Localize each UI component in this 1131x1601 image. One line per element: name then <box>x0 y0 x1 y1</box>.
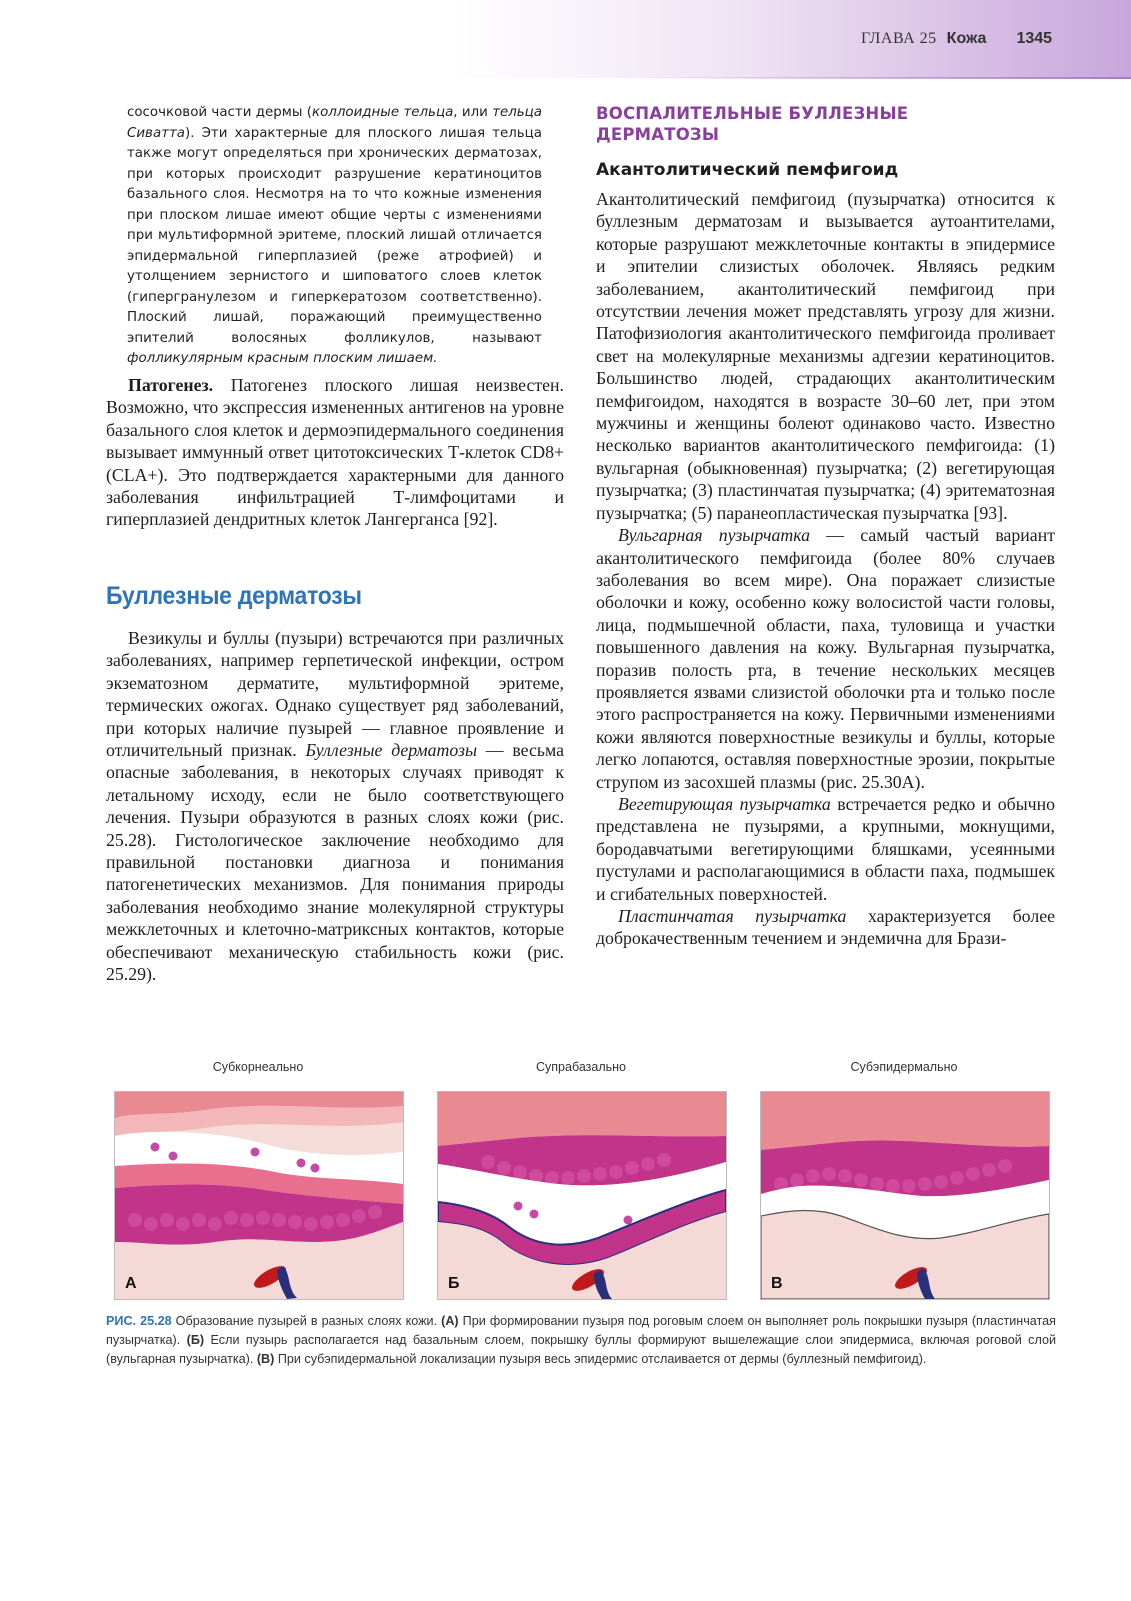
text-run: ). Эти характерные для плоского лишая тельца также могут определяться при хронических дерматозах, при которых происходит разрушение кератиноцитов базального слоя. Несмотря на то что кожные изменения при плоском лишае имеют общие черты с изменениями при мультиформной эритеме, плоский лишай отличается эпидермальной гиперплазией (реже атрофией) и утолщением зернистого и шиповатого слоев клеток (гипергранулезом и гиперкератозом соответственно). Плоский лишай, поражающий преимущественно эпителий волосяных фолликулов, называют <box>127 125 542 346</box>
subcorneal-illustration <box>115 1092 403 1299</box>
text-run: Если пузырь располагается над базальным слоем, покрышку буллы формируют вышележащие слои эпидермиса, включая роговой слой (вульгарная пузырчатка). <box>106 1333 1056 1366</box>
acantholytic-subheading: Акантолитический пемфигоид <box>596 160 899 180</box>
text-run: , или <box>453 105 493 120</box>
text-run: При формировании пузыря под роговым слоем он выполняет роль покрышки пузыря (пластинчатая пузырчатка). <box>106 1314 1056 1347</box>
page-number: 1345 <box>1016 30 1053 47</box>
suprabasal-illustration <box>438 1092 726 1299</box>
paragraph: Акантолитический пемфигоид (пузырчатка) относится к буллезным дерматозам и вызывается аутоантителами, которые разрушают межклеточные контакты в эпидермисе и эпителии слизистых оболочек. Являясь редким заболеванием, акантолитический пемфигоид при отсутствии лечения может представлять угрозу для жизни. Патофизиология акантолитического пемфигоида проливает свет на молекулярные механизмы адгезии кератиноцитов. Большинство людей, страдающих акантолитическим пемфигоидом, находятся в возрасте 30–60 лет, при этом мужчины и женщины болеют одинаково часто. Известно несколько вариантов акантолитического пемфигоида: (1) вульгарная (обыкновенная) пузырчатка; (2) вегетирующая пузырчатка; (3) пластинчатая пузырчатка; (4) эритематозная пузырчатка; (5) паранеопластическая пузырчатка [93]. <box>596 189 1055 523</box>
subepidermal-illustration <box>761 1092 1049 1299</box>
paragraph <box>596 524 1055 793</box>
italic-term: Пластинчатая пузырчатка <box>618 906 847 926</box>
chapter-label: ГЛАВА 25 <box>861 30 937 47</box>
italic-term: Вульгарная пузырчатка <box>618 525 810 546</box>
right-column-text <box>596 188 1055 950</box>
pathogenesis-paragraph <box>106 374 564 531</box>
text-run: — весьма опасные заболевания, в некоторых случаях приводят к летальному исходу, если не было соответствующего лечения. Пузыри образуются в разных слоях кожи (рис. 25.28). Гистологическое заключение необходимо для правильной постановки диагноза и понимания патогенетических механизмов. Для понимания природы заболевания необходимо знание молекулярной структуры межклеточных и клеточно-матриксных контактов, которые обеспечивают механическую стабильность кожи (рис. 25.29). <box>106 740 564 985</box>
figure-25-28 <box>114 1060 1060 1300</box>
text-run: — самый частый вариант акантолитического пемфигоида (более 80% случаев заболевания во всем мире). Она поражает слизистые оболочки и кожу, особенно кожу волосистой части головы, лица, подмышечной области, паха, туловища и участки повышенного давления на кожу. Вульгарная пузырчатка, поразив полость рта, в течение нескольких месяцев проявляется язвами слизистой оболочки рта и только после этого распространяется на кожу. Первичными изменениями кожи являются поверхностные везикулы и буллы, которые легко лопаются, оставляя поверхностные эрозии, покрытые струпом из засохшей плазмы (рис. 25.30А). <box>596 525 1055 792</box>
panel-title-subcorneal: Субкорнеально <box>212 1060 304 1074</box>
italic-term: коллоидные тельца <box>312 105 454 120</box>
figure-label: РИС. 25.28 <box>106 1314 172 1328</box>
caption-marker: (В) <box>256 1352 275 1366</box>
bullous-heading: Буллезные дерматозы <box>106 582 362 610</box>
panel-subcorneal <box>114 1091 404 1300</box>
text-run: встречается редко и обычно представлена не пузырями, а крупными, мокнущими, бородавчатыми вегетирующими бляшками, усеянными пустулами и располагающимися в области паха, подмышек и сгибательных поверхностей. <box>596 793 1055 904</box>
italic-term: тельца Сиватта <box>127 105 542 141</box>
figure-caption <box>106 1312 1056 1369</box>
bullous-paragraph <box>106 627 564 986</box>
caption-marker: (А) <box>441 1314 459 1328</box>
panel-letter-b: Б <box>448 1275 460 1292</box>
running-head <box>861 30 1052 54</box>
panel-subepidermal <box>760 1091 1050 1300</box>
pathogenesis-text: Патогенез плоского лишая неизвестен. Возможно, что экспрессия измененных антигенов на уровне базального слоя клеток и дермоэпидермального соединения вызывает иммунный ответ цитотоксических Т-клеток CD8+ (CLA+). Это подтверждается характерными для данного заболевания инфильтрацией Т-лимфоцитами и гиперплазией дендритных клеток Лангерганса [92]. <box>106 375 564 530</box>
header-rule <box>640 77 1131 79</box>
italic-term: Буллезные дерматозы <box>305 740 478 761</box>
text-run: сосочковой части дермы ( <box>127 105 312 120</box>
inflammatory-heading: ВОСПАЛИТЕЛЬНЫЕ БУЛЛЕЗНЫЕ ДЕРМАТОЗЫ <box>596 104 909 144</box>
panel-suprabasal <box>437 1091 727 1300</box>
paragraph <box>596 793 1055 905</box>
lichen-planus-continuation <box>127 103 542 370</box>
section-label: Кожа <box>946 30 987 47</box>
italic-term: Вегетирующая пузырчатка <box>618 793 831 814</box>
panel-title-subepidermal: Субэпидермально <box>850 1060 958 1074</box>
italic-term: фолликулярным красным плоским лишаем. <box>127 351 438 366</box>
panel-title-suprabasal: Супрабазально <box>536 1060 626 1074</box>
caption-marker: (Б) <box>186 1333 205 1347</box>
paragraph <box>596 905 1055 950</box>
text-run: Образование пузырей в разных слоях кожи. <box>171 1314 442 1328</box>
text-run: При субэпидермальной локализации пузыря весь эпидермис отслаивается от дермы (буллезный пемфигоид). <box>274 1352 927 1366</box>
panel-letter-c: В <box>771 1275 783 1292</box>
text-run: Везикулы и буллы (пузыри) встречаются при различных заболеваниях, например герпетической инфекции, остром экзематозном дерматите, мультиформной эритеме, термических ожогах. Однако существует ряд заболеваний, при которых наличие пузырей — главное проявление и отличительный признак. <box>106 628 564 761</box>
panel-letter-a: А <box>125 1275 137 1292</box>
pathogenesis-lead: Патогенез. <box>128 375 214 395</box>
text-run: характеризуется более доброкачественным течением и эндемична для Брази- <box>596 906 1055 949</box>
